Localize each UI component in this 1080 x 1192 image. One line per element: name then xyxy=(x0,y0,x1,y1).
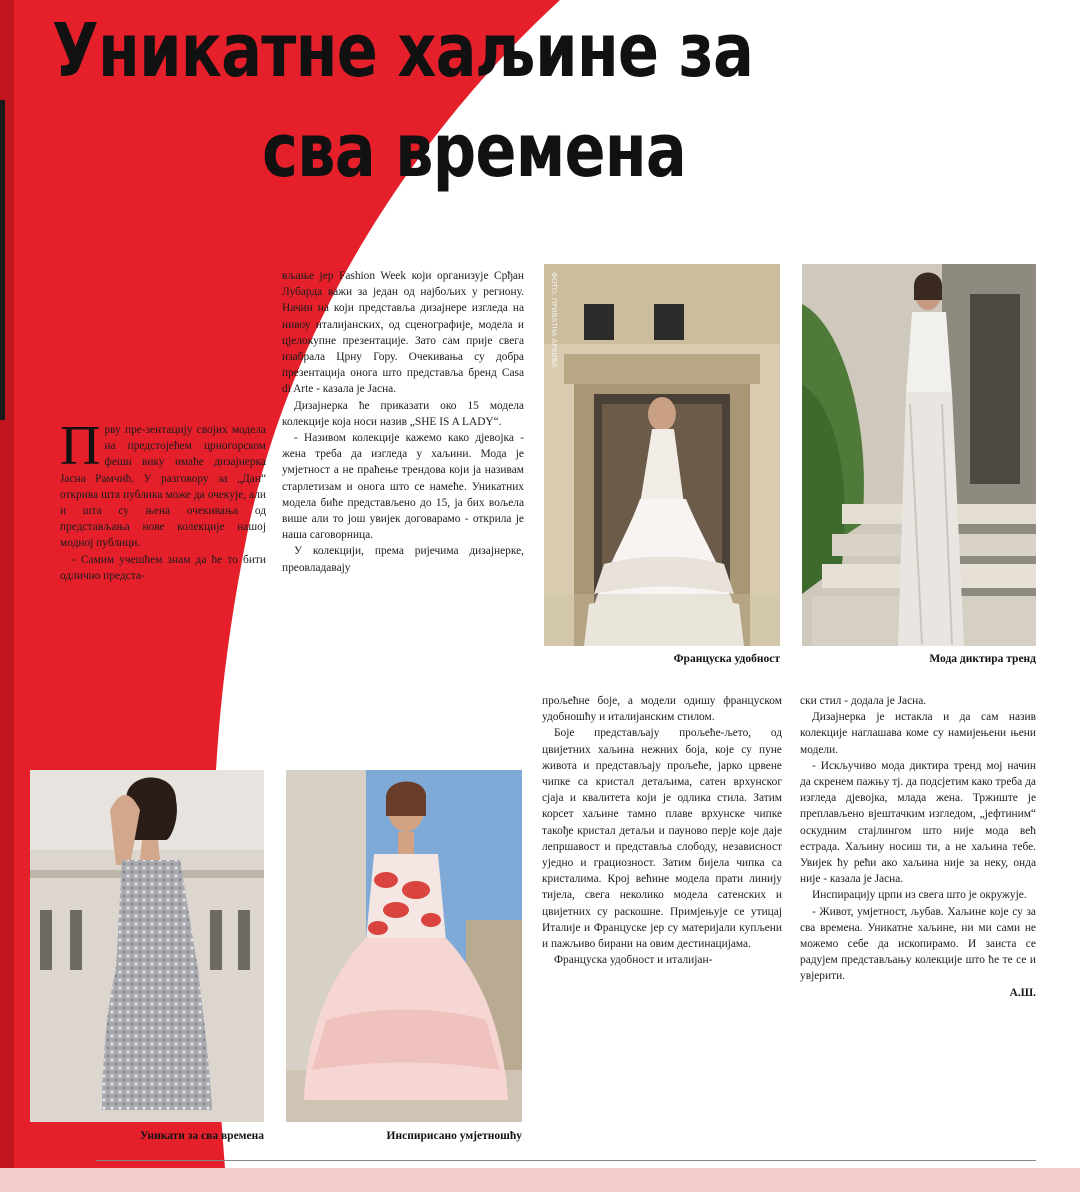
paragraph: вљање јер Fashion Week који организује Срђан Лубарда важи за један од најбољих у региону. Начин на који представља дизајнере изгледа на нивоу италијанских, од сценографије, модела и цјелокупне презентације. Зато сам прије свега изабрала Црну Гору. Очекивања су добра презентација онога што представља бренд Casa di Arte - казала је Јасна. xyxy=(282,270,524,396)
photo-pink-tulle-dress xyxy=(286,770,522,1122)
paragraph: - Самим учешћем знам да ће то бити одлично предста- xyxy=(60,553,266,582)
paragraph: У колекцији, према ријечима дизајнерке, преовладавају xyxy=(282,545,524,574)
paragraph: - Живот, умјетност, љубав. Хаљине које су за сва времена. Уникатне хаљине, ни ми сами не можемо себе да ископирамо. И заиста се радујем представљању колекције што ће те се и увјерити. xyxy=(800,905,1036,983)
headline-line-2: сва времена xyxy=(262,108,687,194)
paragraph: Дизајнерка ће приказати око 15 модела колекције која носи назив „SHE IS A LADY“. xyxy=(282,399,524,428)
photo-white-mermaid-gown xyxy=(544,264,780,646)
headline-line-1: Уникатне хаљине за xyxy=(52,8,754,94)
paragraph: Инспирацију црпи из свега што је окружује. xyxy=(812,889,1027,902)
paragraph: прољећне боје, а модели одишу француском удобношћу и италијанским стилом. xyxy=(542,695,782,724)
article-column-4 xyxy=(800,693,1036,1001)
bottom-rule xyxy=(96,1160,1036,1161)
caption-photo-3: Уникати за сва времена xyxy=(139,1130,264,1142)
photo-lace-gown xyxy=(802,264,1036,646)
paragraph: Дизајнерка је истакла и да сам назив колекције наглашава коме су намијењени њени модели. xyxy=(800,711,1036,756)
photo-credit: ФОТО: ПРИВАТНА АРХИВА xyxy=(550,272,558,368)
intro-paragraph: рву пре-зентацију својих модела на предстојећем црногорском фешн вику имаће дизајнерка Јасна Рамчић. У разговору за „Дан“ открива шта публика може да очекује, али и шта су њена очекивања од представљања нове колекције нашој модној публици. xyxy=(60,424,266,550)
photo-silver-sequin-dress xyxy=(30,770,264,1122)
caption-photo-4: Инспирисано умјетношћу xyxy=(386,1130,522,1142)
author-signature: А.Ш. xyxy=(1009,986,1036,999)
caption-photo-2: Мода диктира тренд xyxy=(929,653,1036,665)
article-column-3 xyxy=(542,693,782,968)
drop-cap: П xyxy=(60,415,101,477)
paragraph: - Искључиво мода диктира тренд мој начин да скренем пажњу тј. да подсјетим како треба да изгледа дјевојка, млада жена. Тржиште је преплављено вјештачким изгледом, „јефтиним“ оскудним стајлингом што није мода већ естрада. Хаљину носиш ти, а не хаљина тебе. Увијек ћу рећи ако хаљина није за неку, онда није - казала је Јасна. xyxy=(800,759,1036,886)
article-column-1 xyxy=(60,415,266,584)
caption-photo-1: Француска удобност xyxy=(673,653,780,665)
article-column-2 xyxy=(282,268,524,576)
paragraph: ски стил - додала је Јасна. xyxy=(800,695,927,707)
bottom-bar xyxy=(0,1168,1080,1192)
paragraph: - Називом колекције кажемо како дјевојка - жена треба да изгледа у хаљини. Мода је умјетност а не праћење трендова који ја називам старлетизам и онога што се намеће. Уникатних модела биће представљено до 15, ја бих вољела више али то још увијек договарамо - открила је наша саговорница. xyxy=(282,432,524,542)
paragraph: Боје представљају прољеће-љето, од цвијетних хаљина нежних боја, које су пуне живота и представљају прољеће, јарко црвене чипке са кристал детаљима, сатен врхунског сјаја и квалитета који је одлика стила. Затим корсет хаљине тамно плаве врхунске чипке такође кристал детаљи и пауново перје које даје лепршавост и представља слободу, независност уједно и грациозност. Затим бијела чипка са кристалима. Крој већине модела прати линију тијела, свега неколико модела сатенских и цвијетних су раскошне. Примјењује се утицај Италије и Француске јер су материјали купљени и пажљиво бирани на овим дестинацијама. xyxy=(542,727,782,951)
paragraph: Француска удобност и италијан- xyxy=(554,954,713,967)
